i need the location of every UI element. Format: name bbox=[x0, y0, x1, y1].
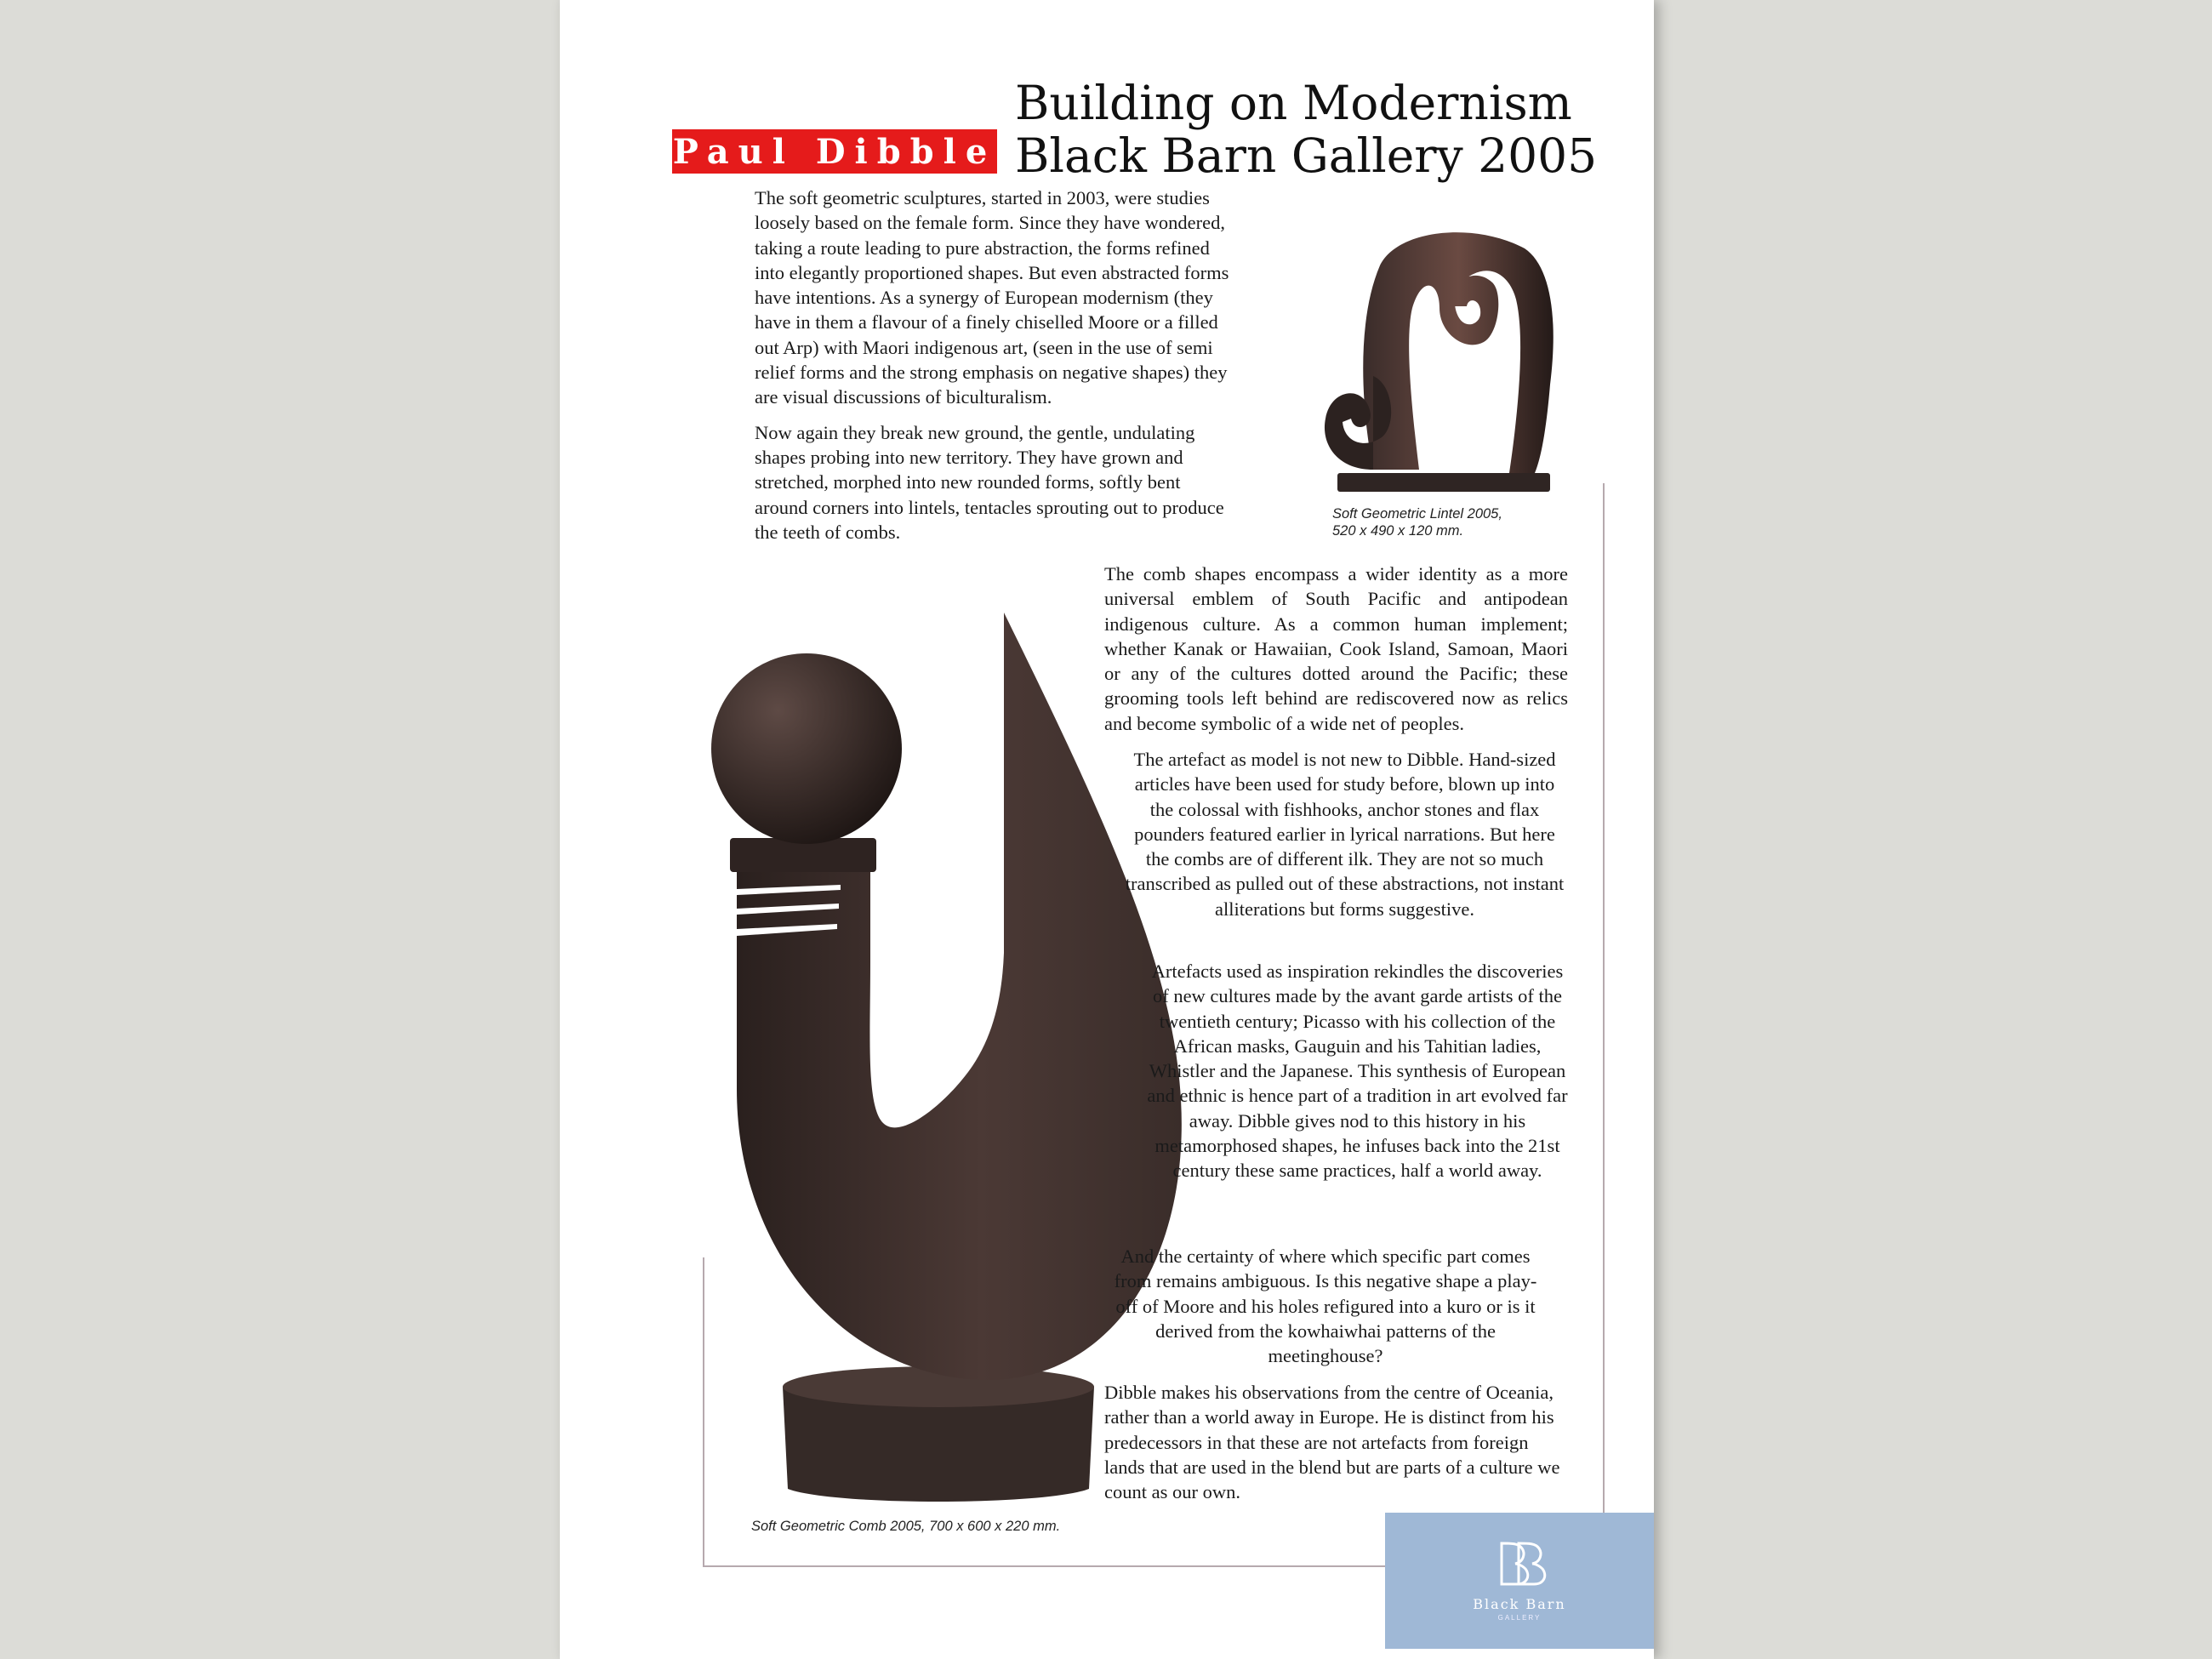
title-line-2: Black Barn Gallery 2005 bbox=[1015, 128, 1598, 183]
caption-comb: Soft Geometric Comb 2005, 700 x 600 x 220 mm. bbox=[751, 1519, 1061, 1534]
paragraph-6: And the certainty of where which specific part comes from remains ambiguous. Is this negative shape a play-off of Moore and his holes refigured into a kuro or is it derived from the kowhaiwhai patterns of the meetinghouse? bbox=[1114, 1246, 1537, 1367]
page-title bbox=[1015, 77, 1611, 182]
magazine-page bbox=[560, 0, 1654, 1659]
article-column-left bbox=[755, 185, 1231, 555]
caption-lintel-line-1: Soft Geometric Lintel 2005, bbox=[1332, 506, 1502, 522]
paragraph-3: The comb shapes encompass a wider identity as a more universal emblem of South Pacific and antipodean indigenous culture. As a common human implement; whether Kanak or Hawaiian, Cook Island, Samoan, Maori or any of the cultures dotted around the Pacific; these grooming tools left behind are rediscovered now as relics and become symbolic of a wide net of peoples. bbox=[1104, 563, 1568, 734]
title-line-1: Building on Modernism bbox=[1015, 76, 1572, 130]
caption-lintel bbox=[1332, 505, 1554, 539]
paragraph-7: Dibble makes his observations from the centre of Oceania, rather than a world away in Europe. He is distinct from his predecessors in that these are not artefacts from foreign lands that are used in the blend but are parts of a culture we count as our own. bbox=[1104, 1382, 1560, 1503]
paragraph-1: The soft geometric sculptures, started in 2003, were studies loosely based on the female form. Since they have wondered, taking a route leading to pure abstraction, the forms refined into elegantly proportioned shapes. But even abstracted forms have intentions. As a synergy of European modernism (they have in them a flavour of a finely chiselled Moore or a filled out Arp) with Maori indigenous art, (seen in the use of semi relief forms and the strong emphasis on negative shapes) they are visual discussions of biculturalism. bbox=[755, 187, 1229, 408]
logo-subtitle: GALLERY bbox=[1497, 1614, 1542, 1622]
black-barn-logo bbox=[1385, 1513, 1654, 1649]
logo-name: Black Barn bbox=[1473, 1596, 1566, 1612]
caption-lintel-line-2: 520 x 490 x 120 mm. bbox=[1332, 523, 1464, 539]
paragraph-4: The artefact as model is not new to Dibble. Hand-sized articles have been used for study before, blown up into the colossal with fishhooks, anchor stones and flax pounders featured earlier in lyrical narrations. But here the combs are of different ilk. They are not so much transcribed as pulled out of these abstractions, not instant alliterations but forms suggestive. bbox=[1125, 749, 1565, 920]
bb-monogram-icon bbox=[1490, 1540, 1549, 1588]
paragraph-5: Artefacts used as inspiration rekindles the discoveries of new cultures made by the avant garde artists of the twentieth century; Picasso with his collection of the African masks, Gauguin and his Tahitian ladies, Whistler and the Japanese. This synthesis of European and ethnic is hence part of a tradition in art evolved far away. Dibble gives nod to this history in his metamorphosed shapes, he infuses back into the 21st century these same practices, half a world away. bbox=[1147, 961, 1568, 1182]
sculpture-lintel-image bbox=[1269, 214, 1559, 504]
paragraph-2: Now again they break new ground, the gentle, undulating shapes probing into new territory. They have grown and stretched, morphed into new rounded forms, softly bent around corners into lintels, tentacles sprouting out to produce the teeth of combs. bbox=[755, 421, 1224, 543]
artist-label: Paul Dibble bbox=[672, 129, 997, 174]
